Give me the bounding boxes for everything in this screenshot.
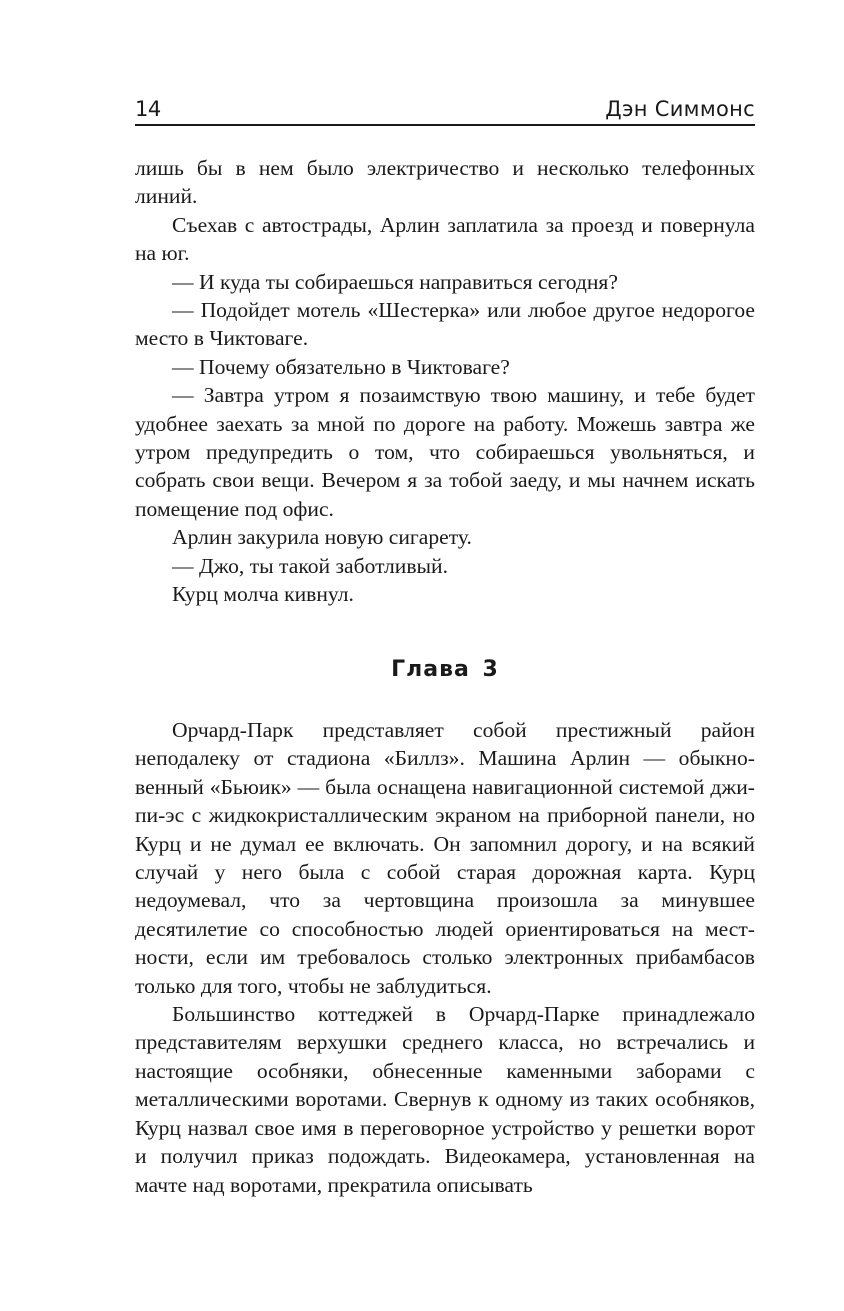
paragraph: Большинство коттеджей в Орчард-Парке принадлежало представителям верхушки среднего класса, но встречались и настоящие особняки, обнесенные каменными заборами с металлическими воротами. Свернув к одному из таких особняков, Курц назвал свое имя в переговорное устройство у решетки ворот и получил приказ подождать. Видеокамера, установленная на мачте над воротами, прекратила описывать <box>135 1002 755 1197</box>
running-header <box>135 96 755 126</box>
paragraph: Арлин закурила новую сигарету. <box>172 525 472 550</box>
paragraph: Съехав с автострады, Арлин заплатила за проезд и повернула на юг. <box>135 212 755 266</box>
dialogue-line: — Завтра утром я позаимствую твою машину, и тебе будет удобнее заехать за мной по дороге на работу. Можешь завтра же утром предупредить о том, что собираешься увольняться, и собрать свои вещи. Вечером я за тобой заеду, и мы начнем искать помещение под офис. <box>135 383 755 521</box>
paragraph: Курц молча кивнул. <box>172 582 354 607</box>
text-block-chapter <box>135 716 755 1199</box>
chapter-heading: Глава 3 <box>391 657 499 682</box>
book-page <box>135 96 755 1197</box>
page-number: 14 <box>135 97 161 121</box>
running-head-author: Дэн Симмонс <box>605 97 755 121</box>
dialogue-line: — Подойдет мотель «Шестерка» или любое другое недорогое место в Чиктоваге. <box>135 298 755 351</box>
paragraph: Орчард-Парк представляет собой престижный район неподалеку от стадиона «Биллз». Машина Арлин — обыкновенный «Бьюик» — была оснащена навигационной системой джи-пи-эс с жидкокристаллическим экраном на приборной панели, но Курц и не думал ее включать. Он запомнил дорогу, и на всякий случай у него была с собой старая дорожная карта. Курц недоумевал, что за чертовщина произошла за минувшее десятилетие со способностью людей ориентироваться на местности, если им требовалось столько электронных прибамбасов только для того, чтобы не заблудиться. <box>135 718 755 998</box>
dialogue-line: — Почему обязательно в Чиктоваге? <box>172 354 510 379</box>
paragraph: лишь бы в нем было электричество и несколько телефонных линий. <box>135 156 755 209</box>
text-block-continued <box>135 154 755 609</box>
dialogue-line: — И куда ты собираешься направиться сегодня? <box>172 269 618 294</box>
dialogue-line: — Джо, ты такой заботливый. <box>172 553 448 578</box>
